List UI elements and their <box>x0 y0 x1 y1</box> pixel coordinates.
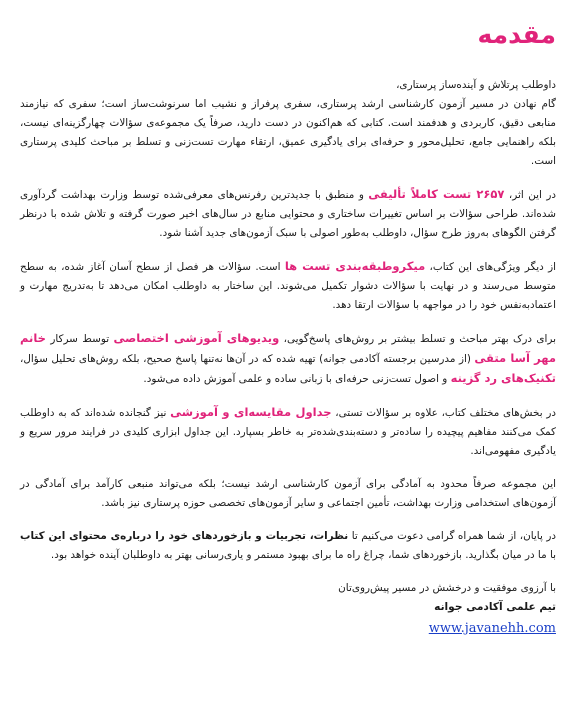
highlight-micro-classification: میکروطبقه‌بندی تست ها <box>284 259 426 273</box>
text-segment: توسط سرکار <box>45 333 114 345</box>
highlight-videos: ویدیوهای آموزشی اختصاصی <box>113 331 280 345</box>
text-segment: در این اثر، <box>504 189 557 201</box>
highlight-question-count: ۲۶۵۷ تست کاملاً تألیفی <box>368 187 505 201</box>
paragraph-intro <box>20 76 556 171</box>
paragraph-classification <box>20 257 556 315</box>
text-segment: و منطبق با جدیدترین رفرنس‌های معرفی‌شده توسط وزارت بهداشت گردآوری شده‌اند. طراحی سؤالات بر اساس تغییرات ساختاری و محتوایی منابع در سال‌های اخیر صورت گرفته و تلاش شده با درنظر گرفتن الگوهای به‌روز طرح سؤال، داوطلب به‌طور اصولی با سبک آزمون‌های جدید آشنا شود. <box>20 189 556 239</box>
highlight-instructor: خانم مهر آسا متقی <box>20 331 556 365</box>
highlight-techniques: تکنیک‌های رد گزینه <box>450 371 556 385</box>
text-segment: در بخش‌های مختلف کتاب، علاوه بر سؤالات تستی، <box>331 407 556 419</box>
text-segment: با ما در میان بگذارید. بازخوردهای شما، چراغ راه ما برای بهبود مستمر و یاری‌رسانی بهتر به داوطلبان آینده خواهد بود. <box>50 549 556 561</box>
paragraph-videos <box>20 329 556 389</box>
greeting-line: داوطلب پرتلاش و آینده‌ساز پرستاری، <box>396 79 556 91</box>
text-segment: (از مدرسین برجسته آکادمی جوانه) تهیه شده که در آن‌ها نه‌تنها پاسخ صحیح، بلکه روش‌های تحلیل سؤال، <box>20 353 475 365</box>
page-title: مقدمه <box>477 20 556 49</box>
text-segment: و اصول تست‌زنی حرفه‌ای با زبانی ساده و علمی آموزش داده می‌شود. <box>143 373 451 385</box>
intro-text: گام نهادن در مسیر آزمون کارشناسی ارشد پرستاری، سفری پرفراز و نشیب اما سرنوشت‌ساز است؛ سفری که نیازمند منابعی دقیق، کاربردی و هدفمند است. کتابی که هم‌اکنون در دست دارید، صرفاً یک مجموعه‌ی سؤالات چهارگزینه‌ای نیست، بلکه راهنمایی جامع، تحلیل‌محور و حرفه‌ای برای یادگیری عمیق، ارتقاء مهارت تست‌زنی و تسلط بر مباحث کلیدی پرستاری است. <box>20 98 556 167</box>
text-segment: از دیگر ویژگی‌های این کتاب، <box>425 261 556 273</box>
text-segment: برای درک بهتر مباحث و تسلط بیشتر بر روش‌های پاسخ‌گویی، <box>279 333 557 345</box>
paragraph-questions <box>20 185 556 243</box>
paragraph-feedback <box>20 527 556 565</box>
paragraph-tables <box>20 403 556 461</box>
bold-feedback: نظرات، تجربیات و بازخوردهای خود را درباره‌ی محتوای این کتاب <box>20 530 349 542</box>
text-segment: است. سؤالات هر فصل از سطح آسان آغاز شده، به سطح متوسط می‌رسند و در نهایت با سؤالات دشوار تکمیل می‌شوند. این ساختار به داوطلب امکان می‌دهد تا به‌تدریج مهارت و اعتمادبه‌نفس خود را در مواجهه با سؤالات ارتقا دهد. <box>20 261 556 311</box>
website-link[interactable]: www.javanehh.com <box>428 621 556 636</box>
text-segment: نیز گنجانده شده‌اند که به داوطلب کمک می‌کنند مفاهیم پیچیده را ساده‌تر و دسته‌بندی‌شده‌تر به خاطر بسپارد. این جداول ابزاری کلیدی در فرایند مرور سریع و یادگیری مفهومی‌اند. <box>20 407 556 457</box>
signoff-line: با آرزوی موفقیت و درخشش در مسیر پیش‌روی‌تان <box>338 582 556 594</box>
team-name: تیم علمی آکادمی جوانه <box>434 601 556 613</box>
paragraph-scope: این مجموعه صرفاً محدود به آمادگی برای آزمون کارشناسی ارشد نیست؛ بلکه می‌تواند منبعی کارآمد برای آمادگی در آزمون‌های استخدامی وزارت بهداشت، تأمین اجتماعی و سایر آزمون‌های تخصصی حوزه پرستاری نیز باشد. <box>20 478 556 509</box>
text-segment: در پایان، از شما همراه گرامی دعوت می‌کنیم تا <box>348 530 556 542</box>
highlight-tables: جداول مقایسه‌ای و آموزشی <box>170 405 332 419</box>
